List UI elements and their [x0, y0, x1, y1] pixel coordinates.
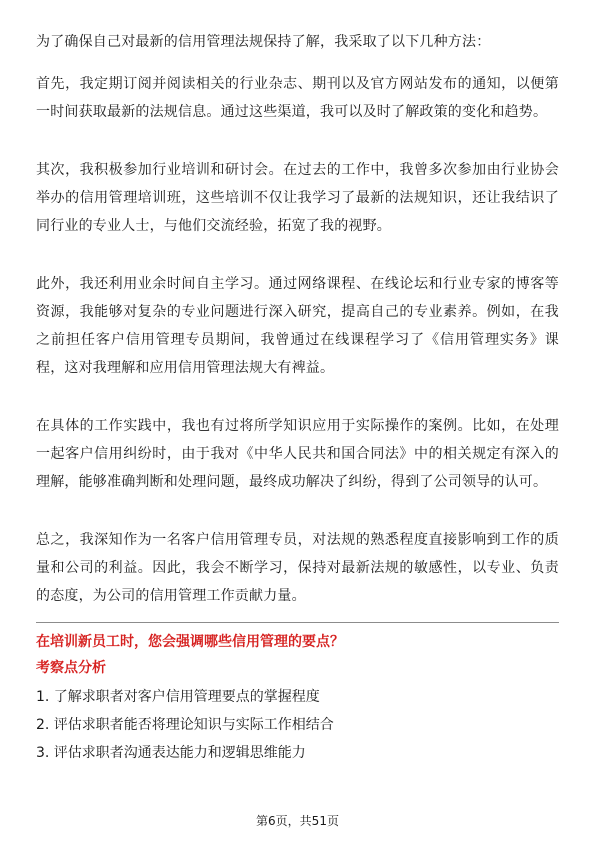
section-divider — [36, 622, 559, 623]
page-number-footer: 第6页，共51页 — [256, 814, 339, 828]
analysis-point: 2. 评估求职者能否将理论知识与实际工作相结合 — [36, 717, 334, 733]
analysis-point: 1. 了解求职者对客户信用管理要点的掌握程度 — [36, 689, 320, 705]
analysis-point-list — [36, 683, 559, 767]
analysis-heading: 考察点分析 — [36, 660, 106, 676]
body-paragraph-additionally: 此外，我还利用业余时间自主学习。通过网络课程、在线论坛和行业专家的博客等资源，我能够对复杂的专业问题进行深入研究，提高自己的专业素养。例如，在我之前担任客户信用管理专员期间，我曾通过在线课程学习了《信用管理实务》课程，这对我理解和应用信用管理法规大有裨益。 — [36, 276, 559, 376]
body-paragraph-first: 首先，我定期订阅并阅读相关的行业杂志、期刊以及官方网站发布的通知，以便第一时间获取最新的法规信息。通过这些渠道，我可以及时了解政策的变化和趋势。 — [36, 76, 559, 120]
body-paragraph-practice: 在具体的工作实践中，我也有过将所学知识应用于实际操作的案例。比如，在处理一起客户信用纠纷时，由于我对《中华人民共和国合同法》中的相关规定有深入的理解，能够准确判断和处理问题，最终成功解决了纠纷，得到了公司领导的认可。 — [36, 418, 559, 490]
interview-question: 在培训新员工时，您会强调哪些信用管理的要点？ — [36, 634, 344, 650]
body-paragraph-conclusion: 总之，我深知作为一名客户信用管理专员，对法规的熟悉程度直接影响到工作的质量和公司的利益。因此，我会不断学习，保持对最新法规的敏感性，以专业、负责的态度，为公司的信用管理工作贡献力量。 — [36, 532, 559, 604]
intro-paragraph: 为了确保自己对最新的信用管理法规保持了解，我采取了以下几种方法： — [36, 34, 491, 50]
body-paragraph-second: 其次，我积极参加行业培训和研讨会。在过去的工作中，我曾多次参加由行业协会举办的信用管理培训班，这些培训不仅让我学习了最新的法规知识，还让我结识了同行业的专业人士，与他们交流经验，拓宽了我的视野。 — [36, 162, 559, 234]
analysis-point: 3. 评估求职者沟通表达能力和逻辑思维能力 — [36, 745, 306, 761]
document-page — [36, 28, 559, 767]
